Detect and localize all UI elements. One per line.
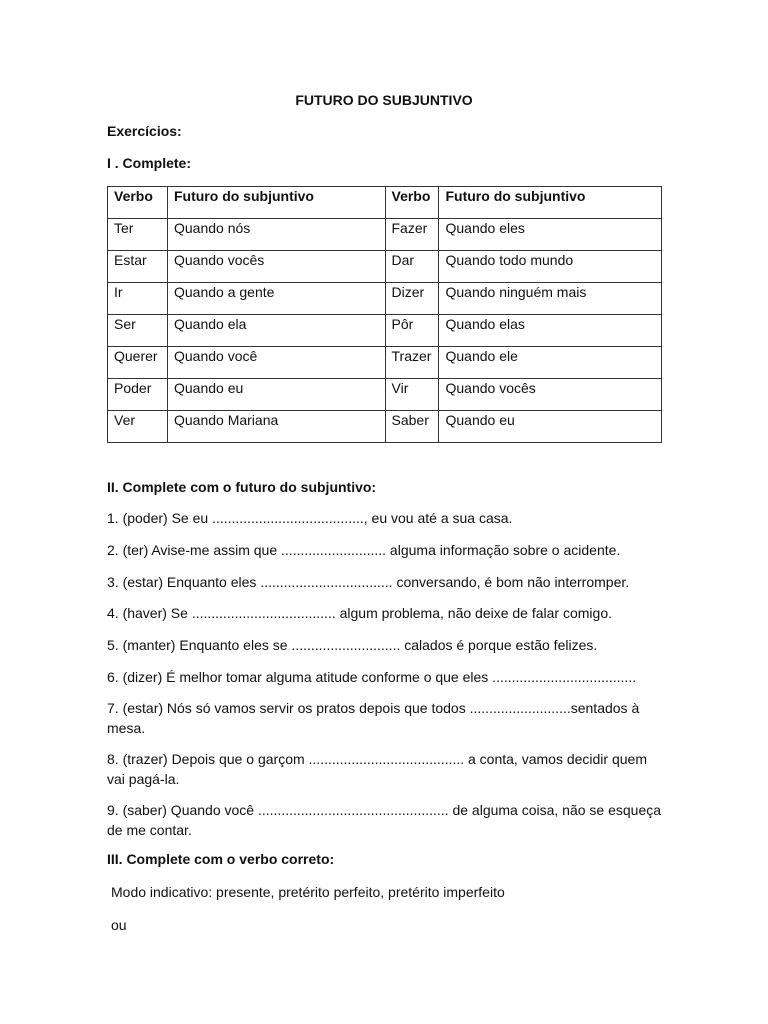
- header-cell: Verbo: [385, 187, 439, 219]
- subjunctive-cell: Quando ela: [167, 315, 385, 347]
- verb-cell: Pôr: [385, 315, 439, 347]
- exercise-item: 5. (manter) Enquanto eles se ............................ calados é porque estão felizes.: [107, 637, 598, 653]
- subjunctive-cell: Quando eles: [439, 219, 662, 251]
- subjunctive-cell: Quando vocês: [167, 251, 385, 283]
- subjunctive-cell: Quando eu: [167, 379, 385, 411]
- header-cell: Futuro do subjuntivo: [167, 187, 385, 219]
- table-row: [108, 379, 662, 411]
- subjunctive-cell: Quando nós: [167, 219, 385, 251]
- verb-cell: Ver: [108, 411, 168, 443]
- subjunctive-cell: Quando eu: [439, 411, 662, 443]
- verb-cell: Dar: [385, 251, 439, 283]
- exercise-item: 6. (dizer) É melhor tomar alguma atitude conforme o que eles .....................................: [107, 669, 637, 685]
- exercises-heading: Exercícios:: [107, 123, 182, 139]
- verb-cell: Dizer: [385, 283, 439, 315]
- subjunctive-cell: Quando ninguém mais: [439, 283, 662, 315]
- verb-cell: Saber: [385, 411, 439, 443]
- subjunctive-cell: Quando elas: [439, 315, 662, 347]
- verb-cell: Ser: [108, 315, 168, 347]
- table-row: [108, 219, 662, 251]
- ou-text: ou: [111, 917, 127, 933]
- subjunctive-cell: Quando você: [167, 347, 385, 379]
- verb-cell: Poder: [108, 379, 168, 411]
- verb-cell: Ir: [108, 283, 168, 315]
- verb-table: [107, 186, 662, 443]
- header-cell: Futuro do subjuntivo: [439, 187, 662, 219]
- table-row: [108, 347, 662, 379]
- subjunctive-cell: Quando ele: [439, 347, 662, 379]
- exercise-item: 2. (ter) Avise-me assim que ........................... alguma informação sobre o acidente.: [107, 542, 621, 558]
- subjunctive-cell: Quando vocês: [439, 379, 662, 411]
- exercise-item: 4. (haver) Se ..................................... algum problema, não deixe de falar comigo.: [107, 605, 612, 621]
- verb-cell: Fazer: [385, 219, 439, 251]
- exercise-item: 9. (saber) Quando você ................................................. de alguma coisa, não se esqueça de me contar.: [107, 802, 665, 838]
- exercise-item: 3. (estar) Enquanto eles .................................. conversando, é bom não interromper.: [107, 574, 630, 590]
- section-2-heading: II. Complete com o futuro do subjuntivo:: [107, 479, 377, 495]
- exercise-item: 1. (poder) Se eu ......................................., eu vou até a sua casa.: [107, 510, 513, 526]
- section-3-heading: III. Complete com o verbo correto:: [107, 851, 335, 867]
- header-cell: Verbo: [108, 187, 168, 219]
- verb-cell: Trazer: [385, 347, 439, 379]
- table-row: [108, 251, 662, 283]
- table-row: [108, 283, 662, 315]
- page-title: FUTURO DO SUBJUNTIVO: [295, 92, 473, 108]
- verb-cell: Estar: [108, 251, 168, 283]
- table-row: [108, 315, 662, 347]
- subjunctive-cell: Quando Mariana: [167, 411, 385, 443]
- subjunctive-cell: Quando a gente: [167, 283, 385, 315]
- table-row: [108, 411, 662, 443]
- subjunctive-cell: Quando todo mundo: [439, 251, 662, 283]
- section-1-heading: I . Complete:: [107, 155, 192, 171]
- exercise-item: 8. (trazer) Depois que o garçom ........................................ a conta, vamos decidir quem vai pagá-la.: [107, 751, 651, 787]
- modo-indicativo-text: Modo indicativo: presente, pretérito perfeito, pretérito imperfeito: [111, 884, 505, 900]
- exercise-item: 7. (estar) Nós só vamos servir os pratos depois que todos ..........................sentados à mesa.: [107, 700, 644, 736]
- table-header-row: [108, 187, 662, 219]
- verb-cell: Vir: [385, 379, 439, 411]
- verb-cell: Ter: [108, 219, 168, 251]
- verb-cell: Querer: [108, 347, 168, 379]
